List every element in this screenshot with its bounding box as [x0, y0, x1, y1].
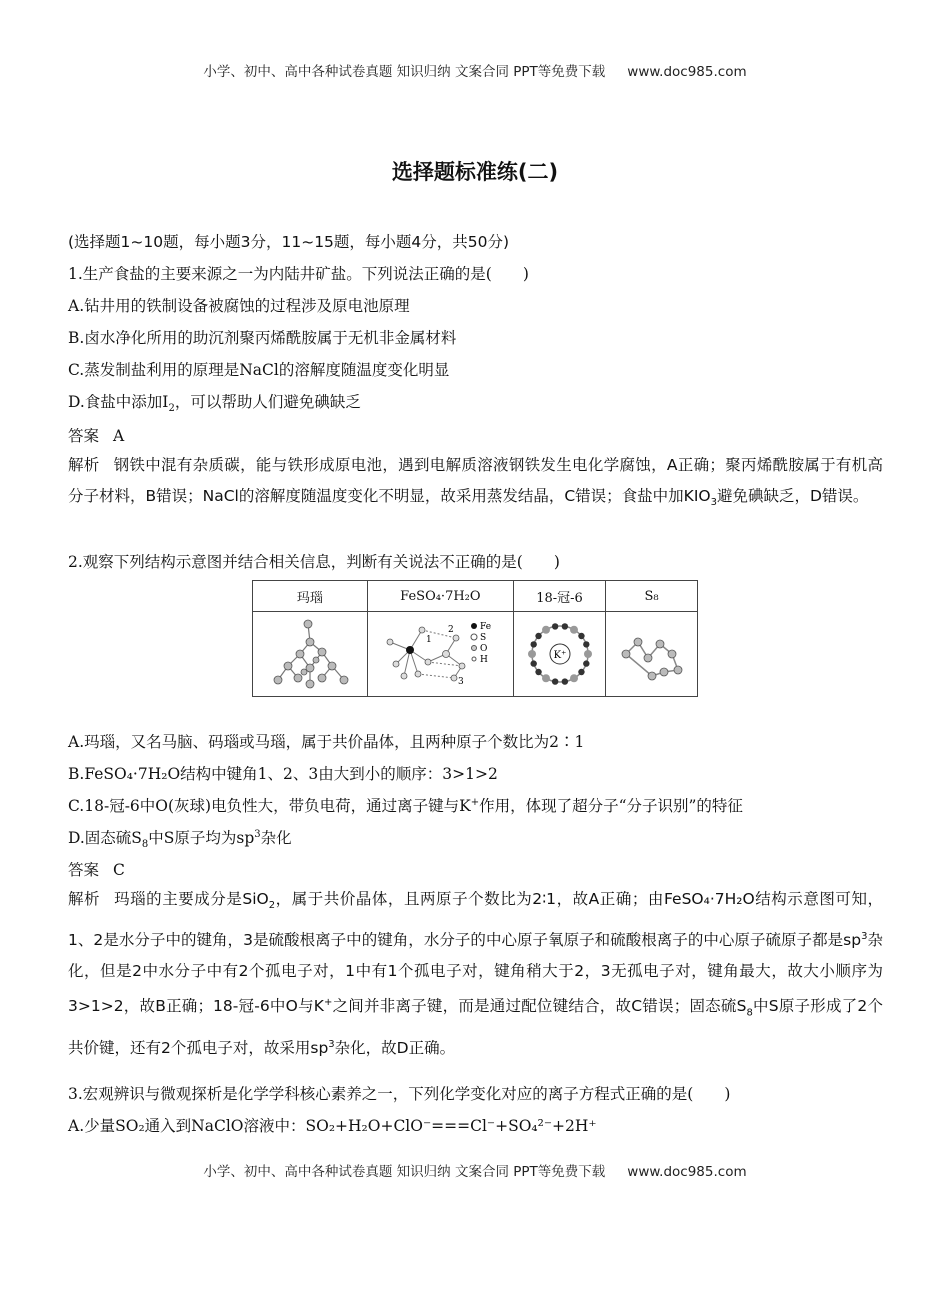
feso4-structure-diagram — [376, 614, 504, 694]
ring-carbon-atom — [578, 633, 584, 639]
ring-oxygen-atom — [570, 674, 578, 682]
header-feso4: FeSO₄·7H₂O — [367, 581, 513, 612]
q3-option-a: A.少量SO₂通入到NaClO溶液中：SO₂+H₂O+ClO⁻===Cl⁻+SO₄²⁻+2H⁺ — [68, 1117, 597, 1135]
header-agate: 玛瑙 — [253, 581, 368, 612]
q1-option-b: B.卤水净化所用的助沉剂聚丙烯酰胺属于无机非金属材料 — [68, 329, 457, 347]
ring-carbon-atom — [561, 623, 567, 629]
angle-label-2: 2 — [448, 625, 455, 635]
ring-oxygen-atom — [584, 650, 592, 658]
angle-label-3: 3 — [458, 677, 465, 687]
ring-carbon-atom — [578, 669, 584, 675]
q1-option-c: C.蒸发制盐利用的原理是NaCl的溶解度随温度变化明显 — [68, 361, 450, 379]
s8-structure-diagram — [612, 614, 692, 694]
k-plus-label: K⁺ — [553, 650, 566, 661]
legend-h: H — [480, 655, 489, 665]
q1-analysis: 解析 钢铁中混有杂质碳，能与铁形成原电池，遇到电解质溶液钢铁发生电化学腐蚀，A正确；聚丙烯酰胺属于有机高分子材料，B错误；NaCl的溶解度随温度变化不明显，故采用蒸发结晶，C错误；食盐中加$KIO_3$避免碘缺乏，D错误。 — [68, 456, 883, 509]
structure-table — [252, 580, 698, 697]
footer-url[interactable]: www.doc985.com — [627, 1164, 747, 1180]
q3-stem: 3.宏观辨识与微观探析是化学学科核心素养之一，下列化学变化对应的离子方程式正确的是( ) — [68, 1085, 731, 1103]
ring-carbon-atom — [551, 678, 557, 684]
q2-option-a: A.玛瑙，又名马脑、码瑙或马瑙，属于共价晶体，且两种原子个数比为2∶1 — [68, 733, 585, 751]
ring-oxygen-atom — [528, 650, 536, 658]
ring-oxygen-atom — [570, 626, 578, 634]
page-header: 小学、初中、高中各种试卷真题 知识归纳 文案合同 PPT等免费下载 www.doc985.com — [203, 64, 747, 80]
q2-analysis: 解析 玛瑙的主要成分是SiO$_2$，属于共价晶体，且两原子个数比为2∶1，故A正确；由FeSO₄·7H₂O结构示意图可知，1、2是水分子中的键角，3是硫酸根离子中的键角，水分子的中心原子氧原子和硫酸根离子的中心原子硫原子都是$sp^3$杂化，但是2中水分子中有2个孤电子对，1中有1个孤电子对，键角稍大于2，3无孤电子对，键角最大，故大小顺序为3>1>2，故B正确；18-冠-6中O与K+之间并非离子键，而是通过配位键结合，故C错误；固态硫$S_8$中S原子形成了2个共价键，还有2个孤电子对，故采用$sp^3$杂化，故D正确。 — [68, 890, 884, 1057]
legend-fe: Fe — [480, 622, 492, 632]
page-footer: 小学、初中、高中各种试卷真题 知识归纳 文案合同 PPT等免费下载 www.doc985.com — [203, 1164, 747, 1180]
ring-carbon-atom — [530, 641, 536, 647]
page-title: 选择题标准练(二) — [391, 160, 559, 184]
ring-carbon-atom — [551, 623, 557, 629]
q2-option-b: B.FeSO₄·7H₂O结构中键角1、2、3由大到小的顺序：3>1>2 — [68, 765, 498, 783]
ring-carbon-atom — [561, 678, 567, 684]
q1-stem: 1.生产食盐的主要来源之一为内陆井矿盐。下列说法正确的是( ) — [68, 265, 529, 283]
q1-option-d: D.食盐中添加$I_2$，可以帮助人们避免碘缺乏 — [68, 393, 361, 415]
ring-oxygen-atom — [542, 626, 550, 634]
ring-carbon-atom — [583, 641, 589, 647]
q1-answer: 答案 A — [68, 427, 125, 445]
crown-ether-diagram — [520, 614, 600, 694]
ring-carbon-atom — [530, 660, 536, 666]
ring-carbon-atom — [535, 633, 541, 639]
header-s8: S₈ — [606, 581, 698, 612]
q2-option-c: C.18-冠-6中O(灰球)电负性大，带负电荷，通过离子键与K+作用，体现了超分子“分子识别”的特征 — [68, 796, 743, 815]
legend-o: O — [480, 644, 488, 654]
angle-label-1: 1 — [426, 635, 433, 645]
q2-option-d: D.固态硫$S_8$中S原子均为$sp^3$杂化 — [68, 828, 292, 851]
ring-carbon-atom — [583, 660, 589, 666]
legend-s: S — [480, 633, 487, 643]
agate-structure-diagram — [260, 614, 360, 694]
q2-stem: 2.观察下列结构示意图并结合相关信息，判断有关说法不正确的是( ) — [68, 553, 560, 571]
header-crown-ether: 18-冠-6 — [514, 581, 606, 612]
q2-answer: 答案 C — [68, 861, 125, 879]
q1-option-a: A.钻井用的铁制设备被腐蚀的过程涉及原电池原理 — [68, 297, 410, 315]
intro: (选择题1~10题，每小题3分，11~15题，每小题4分，共50分) — [68, 233, 510, 251]
header-url[interactable]: www.doc985.com — [627, 64, 747, 80]
ring-carbon-atom — [535, 669, 541, 675]
ring-oxygen-atom — [542, 674, 550, 682]
